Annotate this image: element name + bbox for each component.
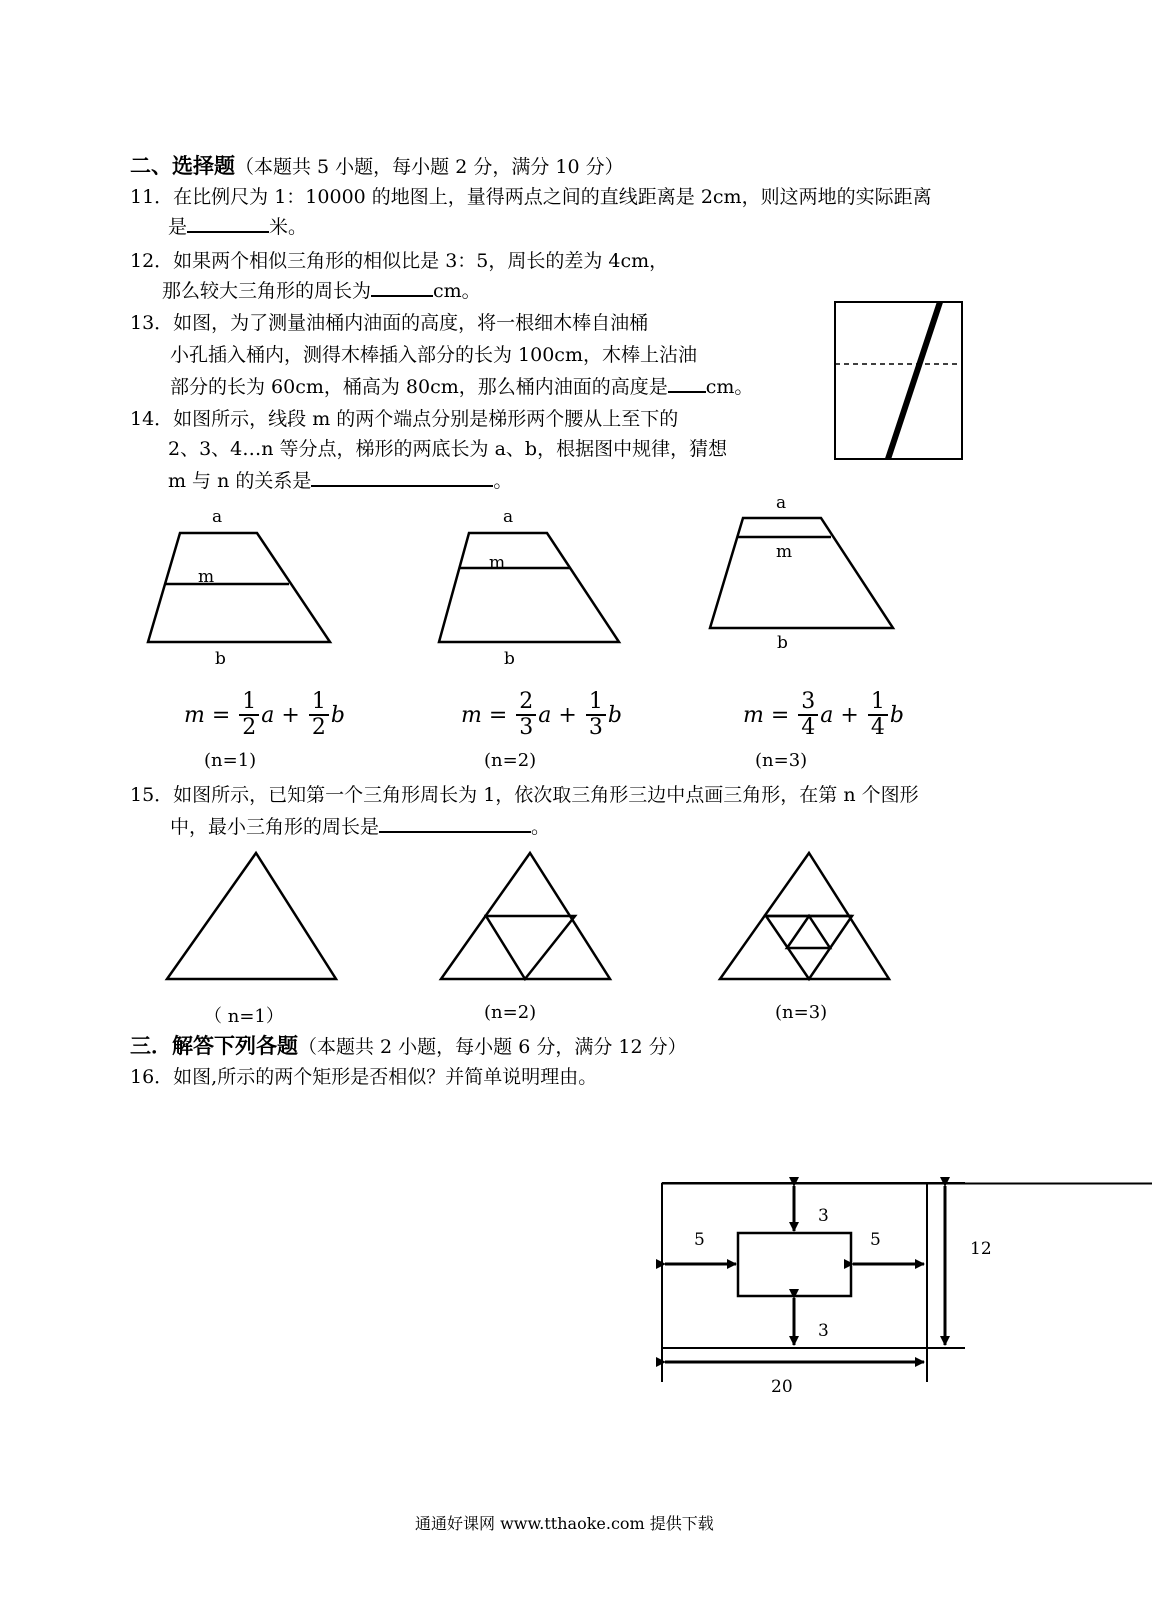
formula2-caption: (n=2) (484, 750, 537, 771)
q13-text-post: cm。 (705, 376, 754, 398)
q13-text-pre: 部分的长为 60cm，桶高为 80cm，那么桶内油面的高度是 (170, 376, 668, 398)
dim-bottom: 3 (818, 1321, 829, 1341)
q15-caption-1: （ n=1） (204, 1006, 284, 1027)
formula3-num-a: 3 (798, 690, 818, 716)
formula2-den-a: 3 (519, 715, 534, 741)
q14-line2: 2、3、4…n 等分点，梯形的两底长为 a、b，根据图中规律，猜想 (168, 438, 728, 460)
trapezoid2-label-a: a (503, 507, 514, 527)
dim-left: 5 (694, 1230, 705, 1250)
footer-text: 通通好课网 www.tthaoke.com 提供下载 (415, 1514, 714, 1533)
formula3-den-b: 4 (870, 715, 885, 741)
formula1-num-a: 1 (239, 690, 259, 716)
formula1-den-a: 2 (242, 715, 257, 741)
trapezoid3-label-a: a (776, 493, 787, 513)
q16-line1: 16．如图,所示的两个矩形是否相似？并简单说明理由。 (130, 1066, 598, 1088)
q13-line1: 13．如图，为了测量油桶内油面的高度，将一根细木棒自油桶 (130, 312, 649, 334)
formula3-num-b: 1 (868, 690, 888, 716)
section-2-title: 二、选择题 (130, 153, 235, 178)
formula3-b: b (889, 702, 904, 728)
outer-rectangle (662, 1183, 965, 1382)
trapezoid3-label-m: m (776, 542, 793, 562)
formula2-m: m (461, 702, 482, 728)
formula3-den-a: 4 (801, 715, 816, 741)
q15-text-post: 。 (531, 816, 551, 838)
formula-n1: m = $\frac{1}{2}$ a + $\frac{1}{2}$ b (184, 689, 345, 741)
q15-caption-2: (n=2) (484, 1002, 537, 1023)
q15-caption-3: (n=3) (775, 1002, 828, 1023)
formula2-num-a: 2 (516, 690, 536, 716)
formula-n2: m = $\frac{2}{3}$ a + $\frac{1}{3}$ b (461, 689, 622, 741)
formula1-den-b: 2 (311, 715, 326, 741)
formula2-num-b: 1 (586, 690, 606, 716)
q11-text-post: 米。 (269, 216, 308, 238)
trapezoid1-label-a: a (212, 507, 223, 527)
formula-n3: m = $\frac{3}{4}$ a + $\frac{1}{4}$ b (743, 689, 904, 741)
trapezoid2-label-m: m (489, 553, 506, 573)
q14-line1: 14．如图所示，线段 m 的两个端点分别是梯形两个腰从上至下的 (130, 408, 679, 430)
q12-text-post: cm。 (433, 280, 481, 302)
formula3-m: m (743, 702, 764, 728)
trapezoid1-label-m: m (198, 567, 215, 587)
trapezoid1-label-b: b (215, 649, 226, 669)
dim-right: 5 (870, 1230, 881, 1250)
q12-text-pre: 那么较大三角形的周长为 (162, 280, 372, 302)
trapezoid3-label-b: b (777, 633, 788, 653)
formula1-b: b (330, 702, 345, 728)
formula3-caption: (n=3) (755, 750, 808, 771)
formula1-caption: (n=1) (204, 750, 257, 771)
formula1-num-b: 1 (309, 690, 329, 716)
q13-line2: 小孔插入桶内，测得木棒插入部分的长为 100cm，木棒上沾油 (170, 344, 697, 366)
q11-line1: 11．在比例尺为 1：10000 的地图上，量得两点之间的直线距离是 2cm，则这两地的实际距离 (130, 186, 932, 208)
q14-text-post: 。 (493, 470, 513, 492)
formula1-m: m (184, 702, 205, 728)
q15-text-pre: 中，最小三角形的周长是 (170, 816, 380, 838)
formula1-a: a (261, 702, 275, 728)
inner-rectangle (738, 1233, 851, 1296)
q14-text-pre: m 与 n 的关系是 (168, 470, 312, 492)
section-3-title: 三．解答下列各题 (130, 1033, 298, 1058)
formula2-b: b (607, 702, 622, 728)
formula3-a: a (820, 702, 834, 728)
q12-line1: 12．如果两个相似三角形的相似比是 3：5，周长的差为 4cm， (130, 250, 669, 272)
dim-height: 12 (970, 1239, 992, 1259)
trapezoid2-label-b: b (504, 649, 515, 669)
formula2-den-b: 3 (588, 715, 603, 741)
formula2-a: a (538, 702, 552, 728)
section-3-note: （本题共 2 小题，每小题 6 分，满分 12 分） (298, 1036, 687, 1058)
q15-line1: 15．如图所示，已知第一个三角形周长为 1，依次取三角形三边中点画三角形，在第 n 个图形 (130, 784, 919, 806)
dim-top: 3 (818, 1206, 829, 1226)
dim-width: 20 (771, 1377, 793, 1397)
q11-text-pre: 是 (168, 216, 188, 238)
section-2-note: （本题共 5 小题，每小题 2 分，满分 10 分） (235, 156, 624, 178)
